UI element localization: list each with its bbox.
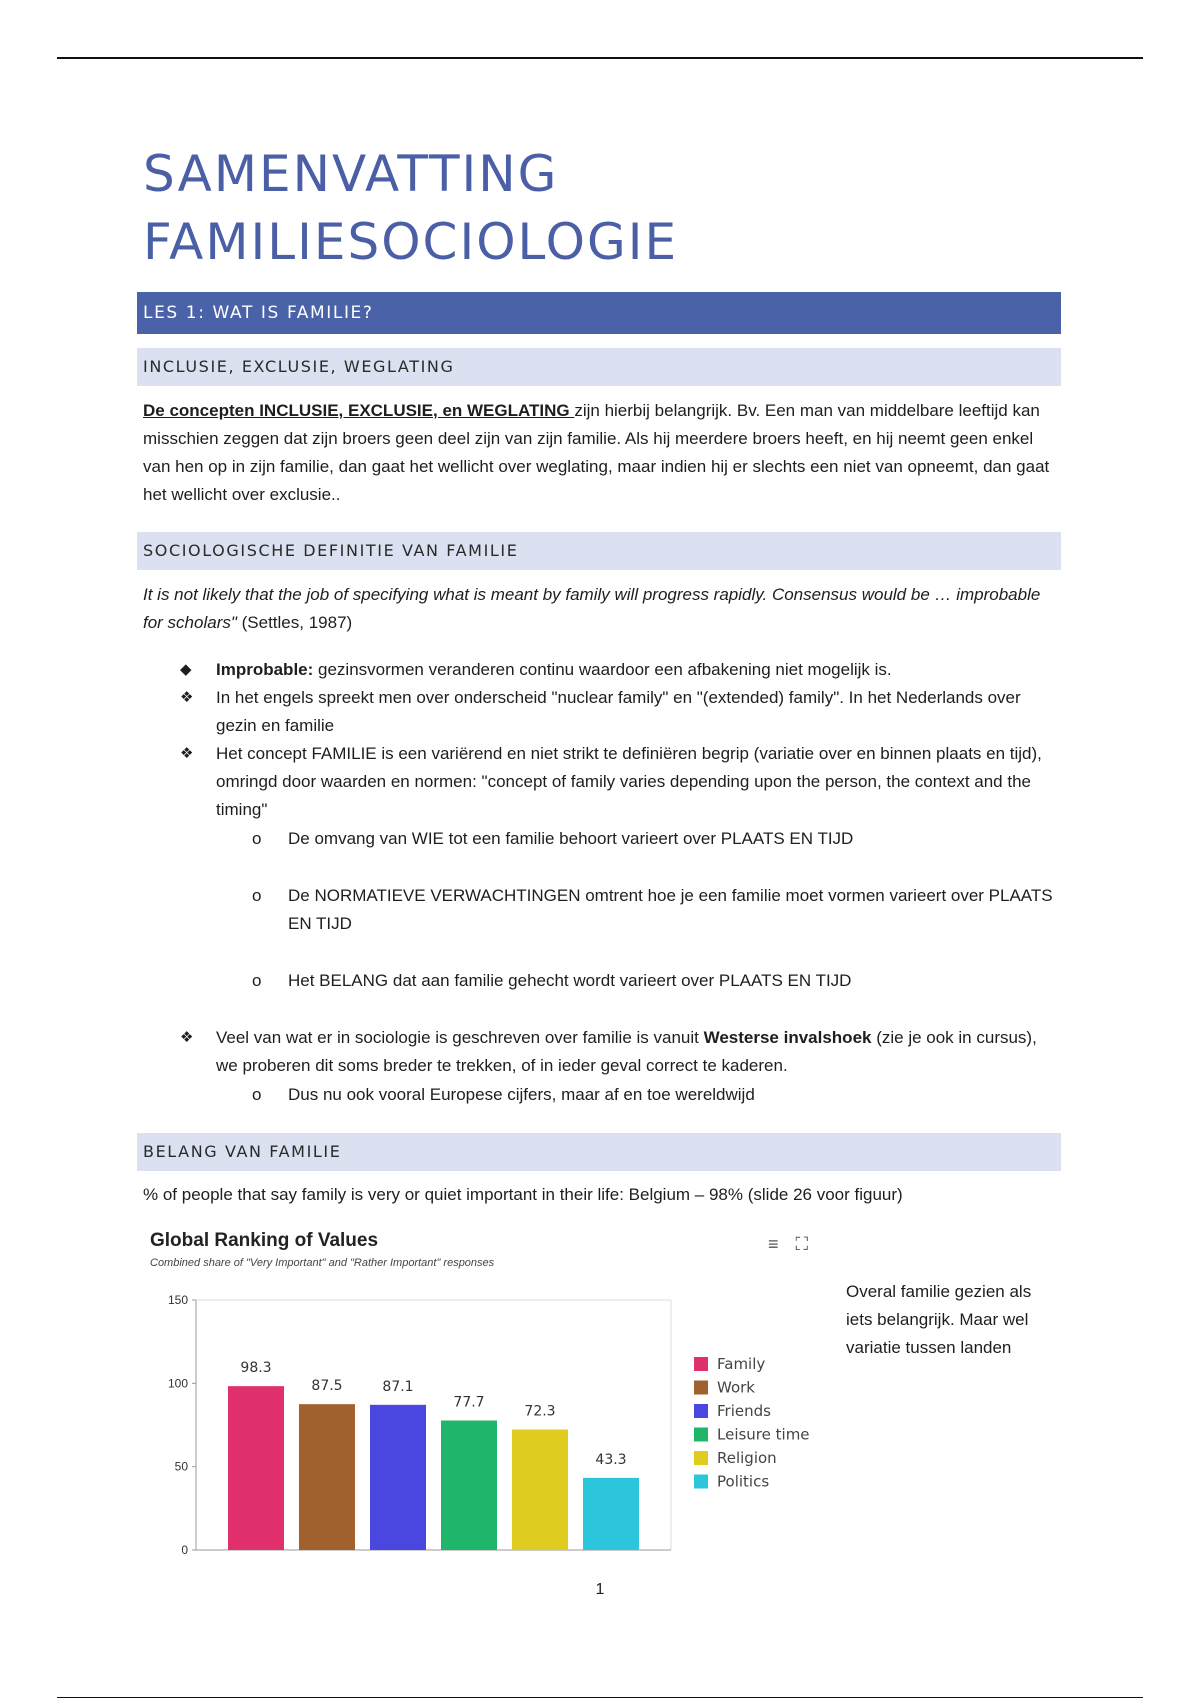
heading-belang: BELANG VAN FAMILIE [137,1133,1061,1171]
data-label: 43.3 [595,1451,627,1468]
circle-bullet-icon: o [252,1085,262,1104]
sub-bullet-normatieve-text: De NORMATIEVE VERWACHTINGEN omtrent hoe je een familie moet vormen varieert over PLAATS EN TIJD [288,886,1053,933]
bullet-nuclear-family-text: In het engels spreekt men over onderscheid "nuclear family" en "(extended) family". In het Nederlands over gezin en familie [216,688,1021,735]
legend-label: Religion [717,1449,777,1467]
expand-icon[interactable]: ⛶ [795,1234,809,1254]
bar-family [228,1386,284,1550]
title-line-1: SAMENVATTING [143,145,559,203]
title-line-2: FAMILIESOCIOLOGIE [143,213,679,271]
heading-les1: LES 1: WAT IS FAMILIE? [137,292,1061,334]
settles-citation: (Settles, 1987) [236,613,353,632]
diamond-outline-icon: ❖ [180,689,194,706]
quote-paragraph [143,581,1055,637]
legend-swatch [694,1451,708,1465]
inclusie-body: zijn hierbij belangrijk. Bv. Een man van middelbare leeftijd kan misschien zeggen dat zijn broers geen deel zijn van zijn familie. Als hij meerdere broers heeft, en hij neemt geen enkel van hen op in zijn familie, dan gaat het wellicht over weglating, maar indien hij er slechts een niet van opneemt, dan gaat het wellicht over exclusie.. [143,401,1050,504]
legend-swatch [694,1357,708,1371]
circle-bullet-icon: o [252,886,262,905]
bar-religion [512,1430,568,1551]
legend-swatch [694,1475,708,1489]
settles-quote: It is not likely that the job of specifying what is meant by family will progress rapidly. Consensus would be … improbable for scholars" [143,585,1041,632]
heading-inclusie: INCLUSIE, EXCLUSIE, WEGLATING [137,348,1061,386]
diamond-outline-icon: ❖ [180,745,194,762]
y-tick-label: 100 [167,1376,188,1391]
bullet-concept-familie [180,740,1055,824]
data-label: 77.7 [453,1394,485,1411]
bullet-improbable-body: gezinsvormen veranderen continu waardoor een afbakening niet mogelijk is. [313,660,892,679]
chart-subtitle: Combined share of "Very Important" and "Rather Important" responses [150,1257,495,1269]
chart-toolbar [768,1234,820,1255]
bullet-improbable [180,656,1055,684]
diamond-outline-icon: ❖ [180,1029,194,1046]
data-label: 87.5 [311,1378,343,1395]
legend-label: Leisure time [717,1425,810,1444]
legend-swatch [694,1381,708,1395]
sub-bullet-europese-text: Dus nu ook vooral Europese cijfers, maar af en toe wereldwijd [288,1085,755,1104]
bar-leisure-time [441,1421,497,1551]
sub-bullet-omvang-text: De omvang van WIE tot een familie behoort varieert over PLAATS EN TIJD [288,829,854,848]
bullet-westerse-post: (zie je ook in cursus), we proberen dit soms breder te trekken, of in ieder geval correct te kaderen. [216,1028,1037,1075]
sub-bullet-europese [252,1081,1055,1109]
data-label: 87.1 [382,1378,414,1395]
bar-politics [583,1478,639,1550]
bullet-westerse-pre: Veel van wat er in sociologie is geschreven over familie is vanuit [216,1028,704,1047]
diamond-filled-icon: ◆ [180,661,192,678]
sub-bullet-belang [252,967,1055,995]
chart-title: Global Ranking of Values [150,1230,379,1251]
sub-bullet-normatieve [252,882,1055,938]
heading-definitie: SOCIOLOGISCHE DEFINITIE VAN FAMILIE [137,532,1061,570]
y-tick-label: 50 [174,1459,188,1474]
legend-label: Family [717,1355,766,1373]
legend-swatch [694,1404,708,1418]
concepts-lead: De concepten INCLUSIE, EXCLUSIE, en WEGLATING [143,401,575,420]
bullet-improbable-text [216,656,1055,684]
bar-work [299,1404,355,1550]
bullet-concept-familie-text: Het concept FAMILIE is een variërend en niet strikt te definiëren begrip (variatie over en binnen plaats en tijd), omringd door waarden en normen: "concept of family varies depending upon the person, the context and the timing" [216,744,1042,819]
legend-label: Work [717,1378,755,1397]
menu-icon[interactable]: ≡ [768,1234,779,1254]
y-tick-label: 0 [181,1543,188,1557]
bullet-nuclear-family [180,684,1055,740]
legend-label: Politics [717,1472,770,1491]
y-tick-label: 150 [167,1293,188,1307]
bar-chart [140,1280,840,1560]
sub-bullet-belang-text: Het BELANG dat aan familie gehecht wordt varieert over PLAATS EN TIJD [288,971,852,990]
bullet-westerse [180,1024,1055,1080]
bottom-rule [57,1697,1143,1698]
sub-bullet-omvang [252,825,1055,853]
bullet-westerse-text [216,1024,1055,1080]
bullet-improbable-bold: Improbable: [216,660,314,679]
belang-intro: % of people that say family is very or quiet important in their life: Belgium – 98% (slide 26 voor figuur) [143,1185,903,1204]
data-label: 72.3 [524,1403,556,1420]
top-rule [57,57,1143,59]
data-label: 98.3 [240,1360,272,1377]
circle-bullet-icon: o [252,971,262,990]
document-title [143,140,1043,276]
bullet-westerse-bold: Westerse invalshoek [703,1028,872,1047]
bar-friends [370,1405,426,1550]
circle-bullet-icon: o [252,829,262,848]
paragraph-inclusie [143,397,1055,509]
legend-label: Friends [717,1402,771,1420]
legend-swatch [694,1428,708,1442]
page-number: 1 [595,1581,605,1598]
side-note: Overal familie gezien als iets belangrijk. Maar wel variatie tussen landen [846,1282,1032,1357]
